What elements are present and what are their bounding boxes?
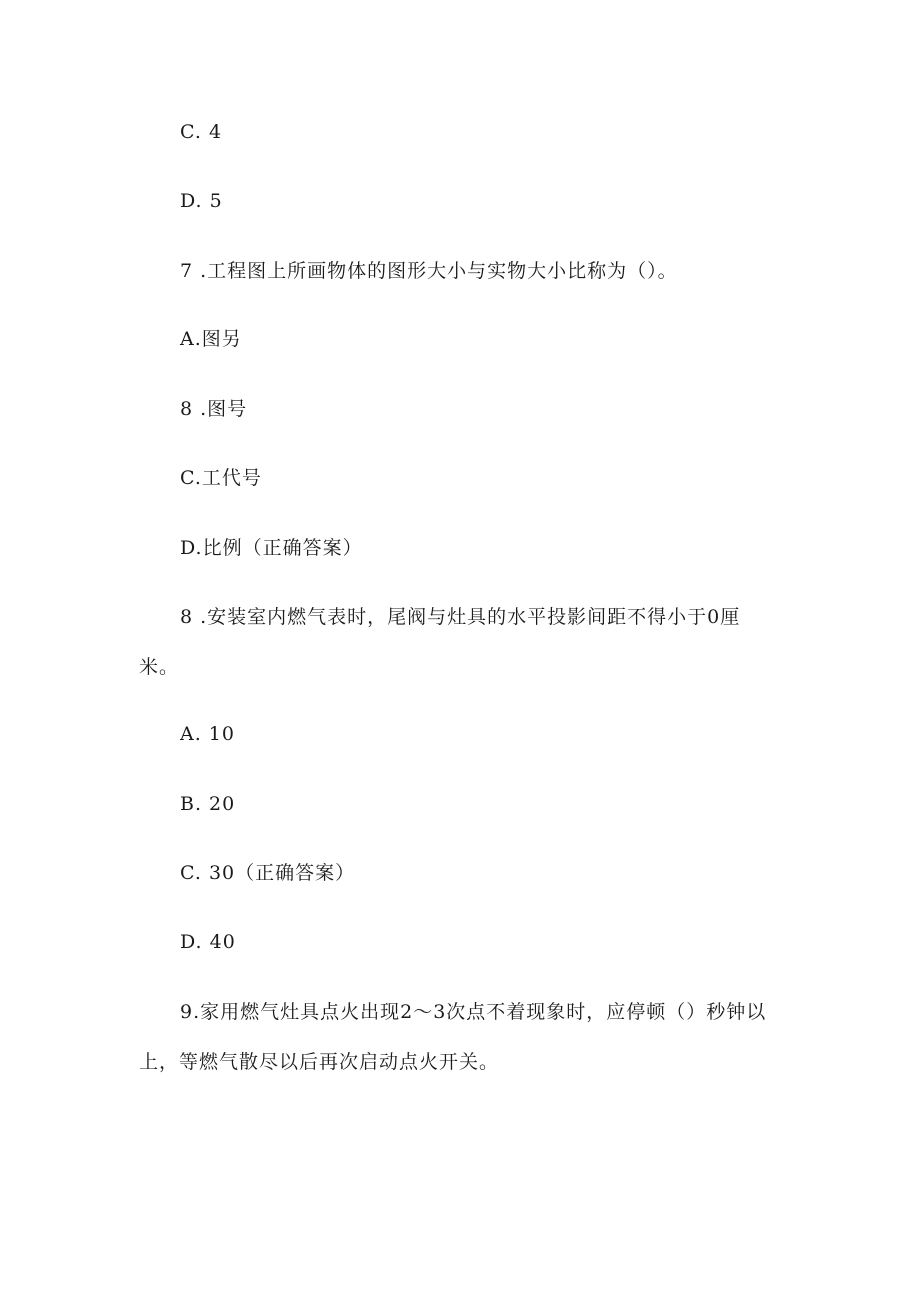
question-8: 8 .安装室内燃气表时，尾阀与灶具的水平投影间距不得小于0厘 [180, 606, 741, 628]
option-b-q8: B. 20 [180, 793, 236, 815]
question-7: 7 .工程图上所画物体的图形大小与实物大小比称为（）。 [180, 260, 678, 282]
option-c-q6: C. 4 [180, 121, 223, 143]
option-a-q8: A. 10 [180, 723, 235, 745]
question-9: 9.家用燃气灶具点火出现2～3次点不着现象时，应停顿（）秒钟以 [180, 1001, 767, 1023]
question-8-continued: 米。 [139, 656, 180, 678]
option-d-q6: D. 5 [180, 190, 223, 212]
option-b-q7: 8 .图号 [180, 398, 248, 420]
question-9-continued: 上，等燃气散尽以后再次启动点火开关。 [139, 1051, 500, 1073]
option-c-q8: C. 30（正确答案） [180, 862, 356, 884]
option-c-q7: C.工代号 [180, 467, 262, 489]
option-d-q7: D.比例（正确答案） [180, 537, 363, 559]
option-a-q7: A.图另 [180, 328, 242, 350]
option-d-q8: D. 40 [180, 931, 236, 953]
